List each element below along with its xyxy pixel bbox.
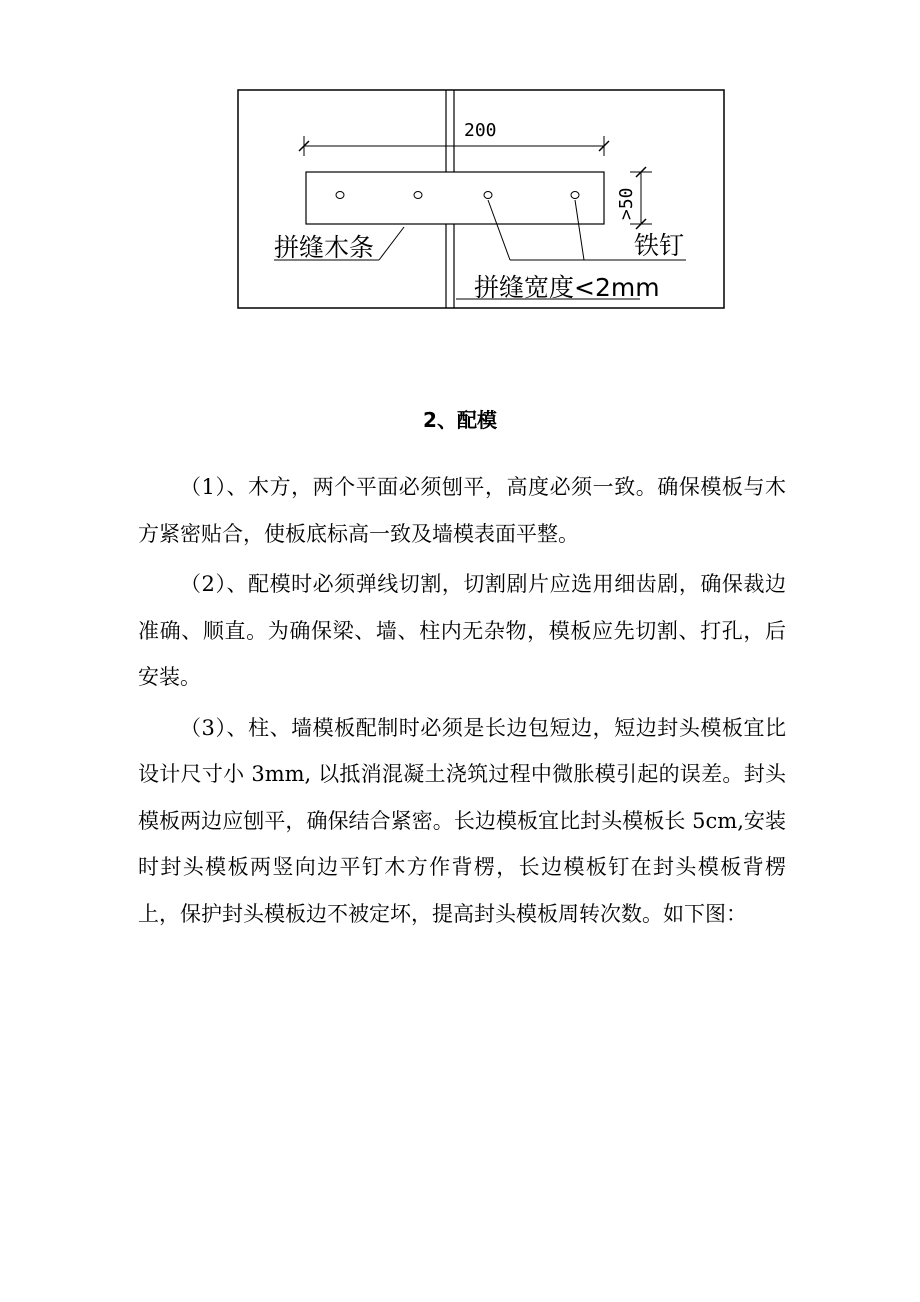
label-nail: 铁钉 bbox=[634, 231, 685, 260]
dimension-width-label: 200 bbox=[464, 120, 497, 141]
paragraph-2: （2）、配模时必须弹线切割，切割剧片应选用细齿剧，确保裁边准确、顺直。为确保梁、墙、柱内无杂物，模板应先切割、打孔，后安装。 bbox=[138, 572, 786, 689]
splice-strip-drawing bbox=[236, 88, 726, 310]
label-seam-width: 拼缝宽度<2mm bbox=[474, 273, 660, 302]
splice-strip-diagram bbox=[236, 88, 726, 310]
body-text bbox=[138, 464, 786, 941]
paragraph-3: （3）、柱、墙模板配制时必须是长边包短边，短边封头模板宜比设计尺寸小 3mm, 以抵消混凝土浇筑过程中微胀模引起的误差。封头模板两边应刨平，确保结合紧密。长边模板宜比封头模板长 5cm,安装时封头模板两竖向边平钉木方作背楞，长边模板钉在封头模板背楞上，保护封头模板边不被定坏，提高封头模板周转次数。如下图： bbox=[138, 715, 786, 926]
label-splice-strip: 拼缝木条 bbox=[274, 233, 375, 262]
paragraph-1: （1）、木方，两个平面必须刨平，高度必须一致。确保模板与木方紧密贴合，使板底标高一致及墙模表面平整。 bbox=[138, 475, 786, 546]
splice-wood-strip bbox=[306, 172, 604, 224]
dimension-height-label: >50 bbox=[616, 187, 637, 220]
section-title: 2、配模 bbox=[423, 408, 497, 432]
